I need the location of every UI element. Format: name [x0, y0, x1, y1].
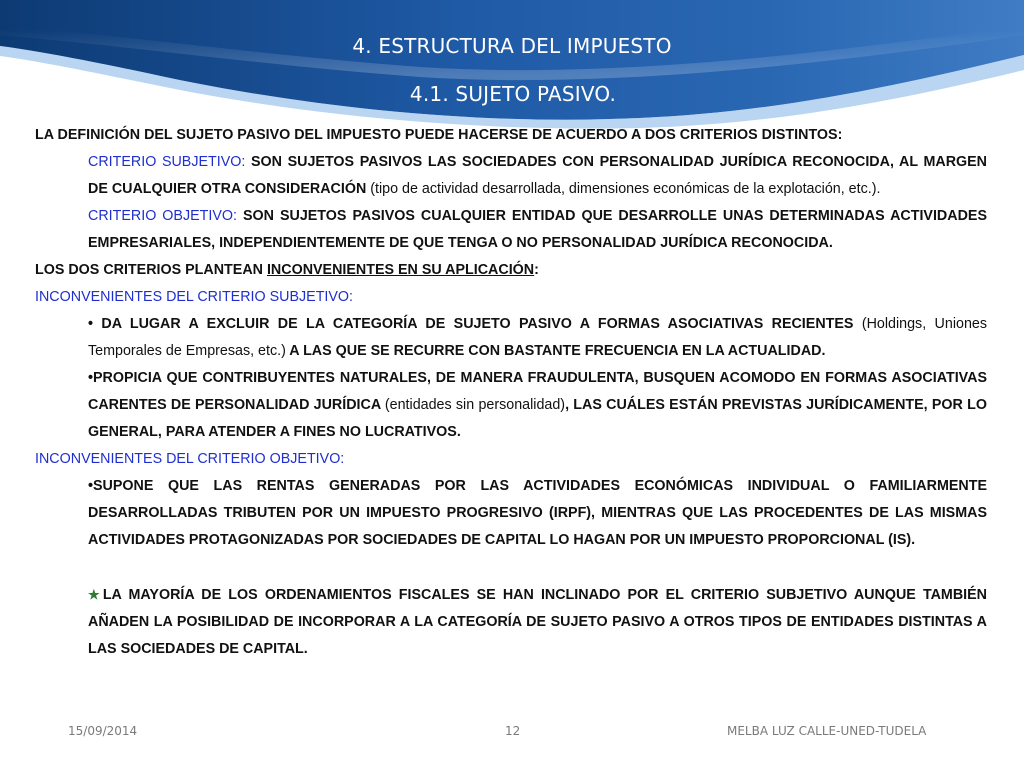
criterio-subjetivo-text-b: (tipo de actividad desarrollada, dimensiones económicas de la explotación, etc.).	[370, 181, 881, 197]
criterio-subjetivo-paragraph	[88, 149, 987, 203]
slide-body	[35, 122, 987, 663]
criterio-objetivo-label: CRITERIO OBJETIVO:	[88, 208, 237, 224]
criterio-objetivo-paragraph	[88, 203, 987, 257]
subjetivo-bullet-1-c: A LAS QUE SE RECURRE CON BASTANTE FRECUENCIA EN LA ACTUALIDAD.	[285, 343, 826, 359]
footer-page-number: 12	[505, 724, 521, 738]
inconvenientes-objetivo-heading: INCONVENIENTES DEL CRITERIO OBJETIVO:	[35, 451, 345, 467]
plantean-prefix: LOS DOS CRITERIOS PLANTEAN	[35, 262, 267, 278]
objetivo-bullet-1: •SUPONE QUE LAS RENTAS GENERADAS POR LAS ACTIVIDADES ECONÓMICAS INDIVIDUAL O FAMILIARMENTE DESARROLLADAS TRIBUTEN POR UN IMPUESTO PROGRESIVO (IRPF), MIENTRAS QUE LAS PROCEDENTES DE LAS MISMAS ACTIVIDADES PROTAGONIZADAS POR SOCIEDADES DE CAPITAL LO HAGAN POR UN IMPUESTO PROPORCIONAL (IS).	[88, 478, 987, 548]
criterio-subjetivo-text-a: SON SUJETOS PASIVOS LAS SOCIEDADES CON PERSONALIDAD JURÍDICA RECONOCIDA, AL MARGEN DE CUALQUIER OTRA CONSIDERACIÓN	[88, 154, 987, 197]
plantean-line	[35, 257, 987, 284]
plantean-underline: INCONVENIENTES EN SU APLICACIÓN	[266, 262, 535, 278]
subjetivo-bullet-1-a: • DA LUGAR A EXCLUIR DE LA CATEGORÍA DE SUJETO PASIVO A FORMAS ASOCIATIVAS RECIENTES	[88, 316, 862, 332]
criterio-objetivo-text: SON SUJETOS PASIVOS CUALQUIER ENTIDAD QUE DESARROLLE UNAS DETERMINADAS ACTIVIDADES EMPRESARIALES, INDEPENDIENTEMENTE DE QUE TENGA O NO PERSONALIDAD JURÍDICA RECONOCIDA.	[88, 208, 987, 251]
header-wave-background	[0, 0, 1024, 130]
slide-subtitle-text: 4.1. SUJETO PASIVO.	[409, 82, 617, 106]
slide-title: 4. ESTRUCTURA DEL IMPUESTO	[352, 34, 672, 58]
subjetivo-bullet-2-c: , LAS CUÁLES ESTÁN PREVISTAS JURÍDICAMENTE, POR LO GENERAL, PARA ATENDER A FINES NO LUCRATIVOS.	[88, 397, 987, 440]
inconvenientes-subjetivo-heading: INCONVENIENTES DEL CRITERIO SUBJETIVO:	[35, 289, 354, 305]
subjetivo-bullet-2-a: •PROPICIA QUE CONTRIBUYENTES NATURALES, DE MANERA FRAUDULENTA, BUSQUEN ACOMODO EN FORMAS ASOCIATIVAS CARENTES DE PERSONALIDAD JURÍDICA	[88, 370, 987, 413]
slide-subtitle	[0, 82, 1024, 106]
subjetivo-bullet-1-b: (Holdings, Uniones Temporales de Empresas, etc.)	[88, 316, 987, 359]
spacer	[35, 554, 987, 581]
subjetivo-bullet-2-b: (entidades sin personalidad)	[384, 397, 566, 413]
star-icon: ★	[88, 587, 103, 602]
subjetivo-bullet-2	[88, 365, 987, 446]
conclusion-paragraph	[88, 581, 987, 663]
footer-date: 15/09/2014	[68, 724, 138, 738]
plantean-suffix: :	[534, 262, 539, 278]
subjetivo-bullet-1	[88, 311, 987, 365]
footer-author: MELBA LUZ CALLE-UNED-TUDELA	[727, 724, 927, 738]
criterio-subjetivo-label: CRITERIO SUBJETIVO:	[88, 154, 246, 170]
intro-line: LA DEFINICIÓN DEL SUJETO PASIVO DEL IMPUESTO PUEDE HACERSE DE ACUERDO A DOS CRITERIOS DISTINTOS:	[35, 127, 843, 143]
conclusion-text: LA MAYORÍA DE LOS ORDENAMIENTOS FISCALES SE HAN INCLINADO POR EL CRITERIO SUBJETIVO AUNQUE TAMBIÉN AÑADEN LA POSIBILIDAD DE INCORPORAR A LA CATEGORÍA DE SUJETO PASIVO A OTROS TIPOS DE ENTIDADES DISTINTAS A LAS SOCIEDADES DE CAPITAL.	[88, 587, 988, 657]
